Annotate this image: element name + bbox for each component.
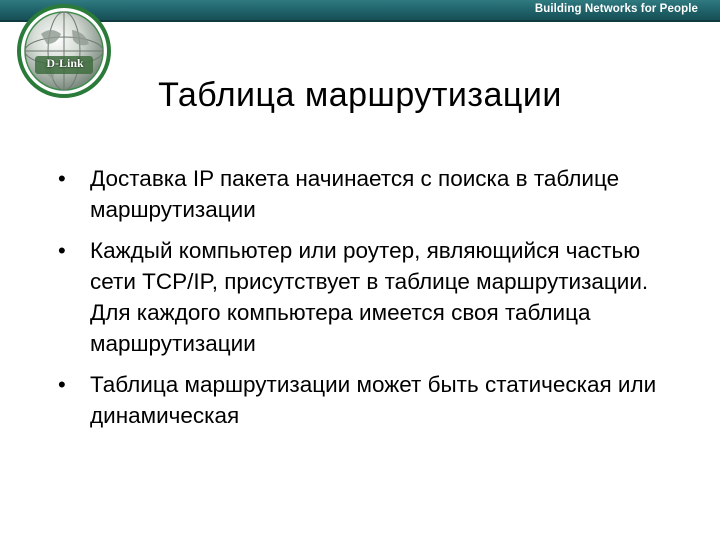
bullet-text: Таблица маршрутизации может быть статическая или динамическая: [90, 372, 657, 428]
bullet-item: [58, 369, 678, 431]
logo-text: D-Link: [46, 56, 84, 70]
bullet-text: Каждый компьютер или роутер, являющийся частью сети TCP/IP, присутствует в таблице маршрутизации. Для каждого компьютера имеется своя таблица маршрутизации: [90, 238, 649, 356]
bullet-dot: •: [58, 166, 66, 191]
bullet-dot: •: [58, 372, 66, 397]
bullet-dot: •: [58, 238, 66, 263]
bullet-text: Доставка IP пакета начинается с поиска в таблице маршрутизации: [90, 166, 620, 222]
bullet-item: [58, 163, 678, 225]
bullet-list: [58, 163, 678, 441]
tagline: Building Networks for People: [534, 3, 698, 15]
bullet-item: [58, 235, 678, 359]
slide-title: Таблица маршрутизации: [158, 76, 562, 114]
